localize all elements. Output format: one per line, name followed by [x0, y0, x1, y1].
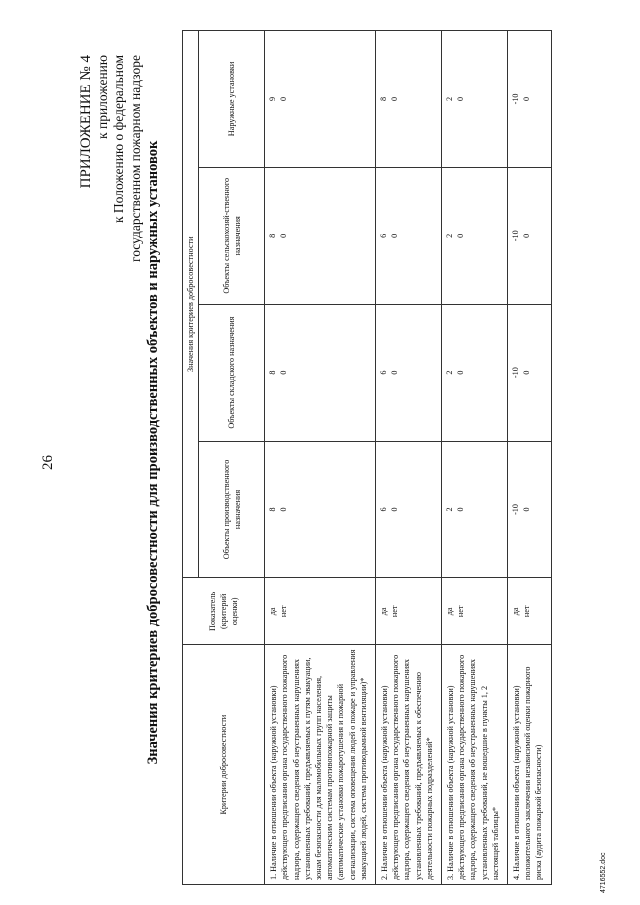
header-outdoor: Наружные установки — [199, 31, 265, 168]
value-cell — [508, 441, 552, 578]
table-row — [508, 31, 552, 885]
indicator-yes: да — [445, 607, 455, 616]
indicator-cell — [376, 578, 442, 645]
header-agricultural: Объекты сельскохозяй-ственного назначения — [199, 167, 265, 304]
value-no: 0 — [390, 507, 400, 512]
value-yes: 6 — [379, 507, 389, 512]
value-cell — [442, 441, 508, 578]
value-no: 0 — [522, 96, 532, 101]
header-indicator: Показатель (критерий оценки) — [183, 578, 265, 645]
value-yes: 9 — [268, 96, 278, 101]
criterion-text: 2. Наличие в отношении объекта (наружной установки) действующего предписания органа государственного пожарного надзора, содержащего сведения об неустраненных нарушениях установленных требований, предъявляемых к обеспечению деятельности пожарных подразделений* — [376, 645, 442, 885]
value-no: 0 — [456, 233, 466, 238]
value-yes: 8 — [268, 507, 278, 512]
appendix-line: государственном пожарном надзоре — [127, 55, 143, 262]
header-production: Объекты производственного назначения — [199, 441, 265, 578]
value-no: 0 — [456, 507, 466, 512]
criterion-text: 3. Наличие в отношении объекта (наружной установки) действующего предписания органа государственного пожарного надзора, содержащего сведения об неустраненных нарушениях установленных требований, не вошедшие в пункты 1, 2 настоящей таблицы* — [442, 645, 508, 885]
value-cell — [265, 167, 376, 304]
value-no: 0 — [456, 96, 466, 101]
appendix-header — [78, 55, 144, 262]
indicator-yes: да — [379, 607, 389, 616]
document-title: Значения критериев добросовестности для производственных объектов и наружных установок — [145, 140, 161, 765]
value-yes: -10 — [511, 504, 521, 515]
criterion-text: 4. Наличие в отношении объекта (наружной установки) положительного заключения независимой оценки пожарного риска (аудита пожарной безопасности) — [508, 645, 552, 885]
value-cell — [376, 304, 442, 441]
value-no: 0 — [279, 96, 289, 101]
value-cell — [376, 31, 442, 168]
value-yes: 2 — [445, 96, 455, 101]
indicator-no: нет — [279, 605, 289, 618]
indicator-no: нет — [522, 605, 532, 618]
value-yes: -10 — [511, 230, 521, 242]
value-cell — [265, 304, 376, 441]
value-no: 0 — [390, 233, 400, 238]
value-yes: 8 — [268, 233, 278, 238]
value-cell — [508, 31, 552, 168]
indicator-yes: да — [511, 607, 521, 616]
value-no: 0 — [522, 233, 532, 238]
appendix-line: к приложению — [94, 55, 110, 139]
indicator-cell — [442, 578, 508, 645]
value-no: 0 — [390, 370, 400, 375]
table-row — [376, 31, 442, 885]
value-no: 0 — [279, 370, 289, 375]
indicator-cell — [508, 578, 552, 645]
value-yes: 2 — [445, 370, 455, 375]
value-cell — [442, 31, 508, 168]
value-no: 0 — [279, 507, 289, 512]
value-cell — [265, 31, 376, 168]
criteria-table — [182, 30, 552, 885]
value-cell — [508, 167, 552, 304]
indicator-no: нет — [456, 605, 466, 618]
value-yes: -10 — [511, 93, 521, 105]
appendix-heading: ПРИЛОЖЕНИЕ № 4 — [78, 55, 94, 189]
value-yes: 6 — [379, 233, 389, 238]
value-cell — [442, 167, 508, 304]
value-no: 0 — [456, 370, 466, 375]
value-yes: 2 — [445, 233, 455, 238]
value-cell — [442, 304, 508, 441]
indicator-no: нет — [390, 605, 400, 618]
indicator-yes: да — [268, 607, 278, 616]
table-row — [265, 31, 376, 885]
value-cell — [265, 441, 376, 578]
value-yes: 2 — [445, 507, 455, 512]
document-id: 4716552.doc — [600, 852, 607, 893]
appendix-line: к Положению о федеральном — [111, 55, 126, 224]
value-yes: -10 — [511, 367, 521, 379]
value-no: 0 — [522, 507, 532, 512]
page-number: 26 — [40, 455, 56, 470]
table-row — [442, 31, 508, 885]
header-criteria: Критерии добросовестности — [183, 645, 265, 885]
indicator-cell — [265, 578, 376, 645]
value-yes: 6 — [379, 370, 389, 375]
value-yes: 8 — [379, 96, 389, 101]
value-no: 0 — [390, 96, 400, 101]
header-warehouse: Объекты складского назначения — [199, 304, 265, 441]
value-no: 0 — [522, 370, 532, 375]
value-no: 0 — [279, 233, 289, 238]
header-values-group: Значения критериев добросовестности — [183, 31, 199, 578]
value-yes: 8 — [268, 370, 278, 375]
value-cell — [508, 304, 552, 441]
value-cell — [376, 441, 442, 578]
criterion-text: 1. Наличие в отношении объекта (наружной установки) действующего предписания органа государственного пожарного надзора, содержащего сведения об неустраненных нарушениях установленных требований, предъявляемых к путям эвакуации, зонам безопасности для маломобильных групп населения, автоматическим системам противопожарной защиты (автоматические установки пожаротушения и пожарной сигнализации, система оповещения людей о пожаре и управления эвакуацией людей, система противодымной вентиляции)* — [265, 645, 376, 885]
value-cell — [376, 167, 442, 304]
